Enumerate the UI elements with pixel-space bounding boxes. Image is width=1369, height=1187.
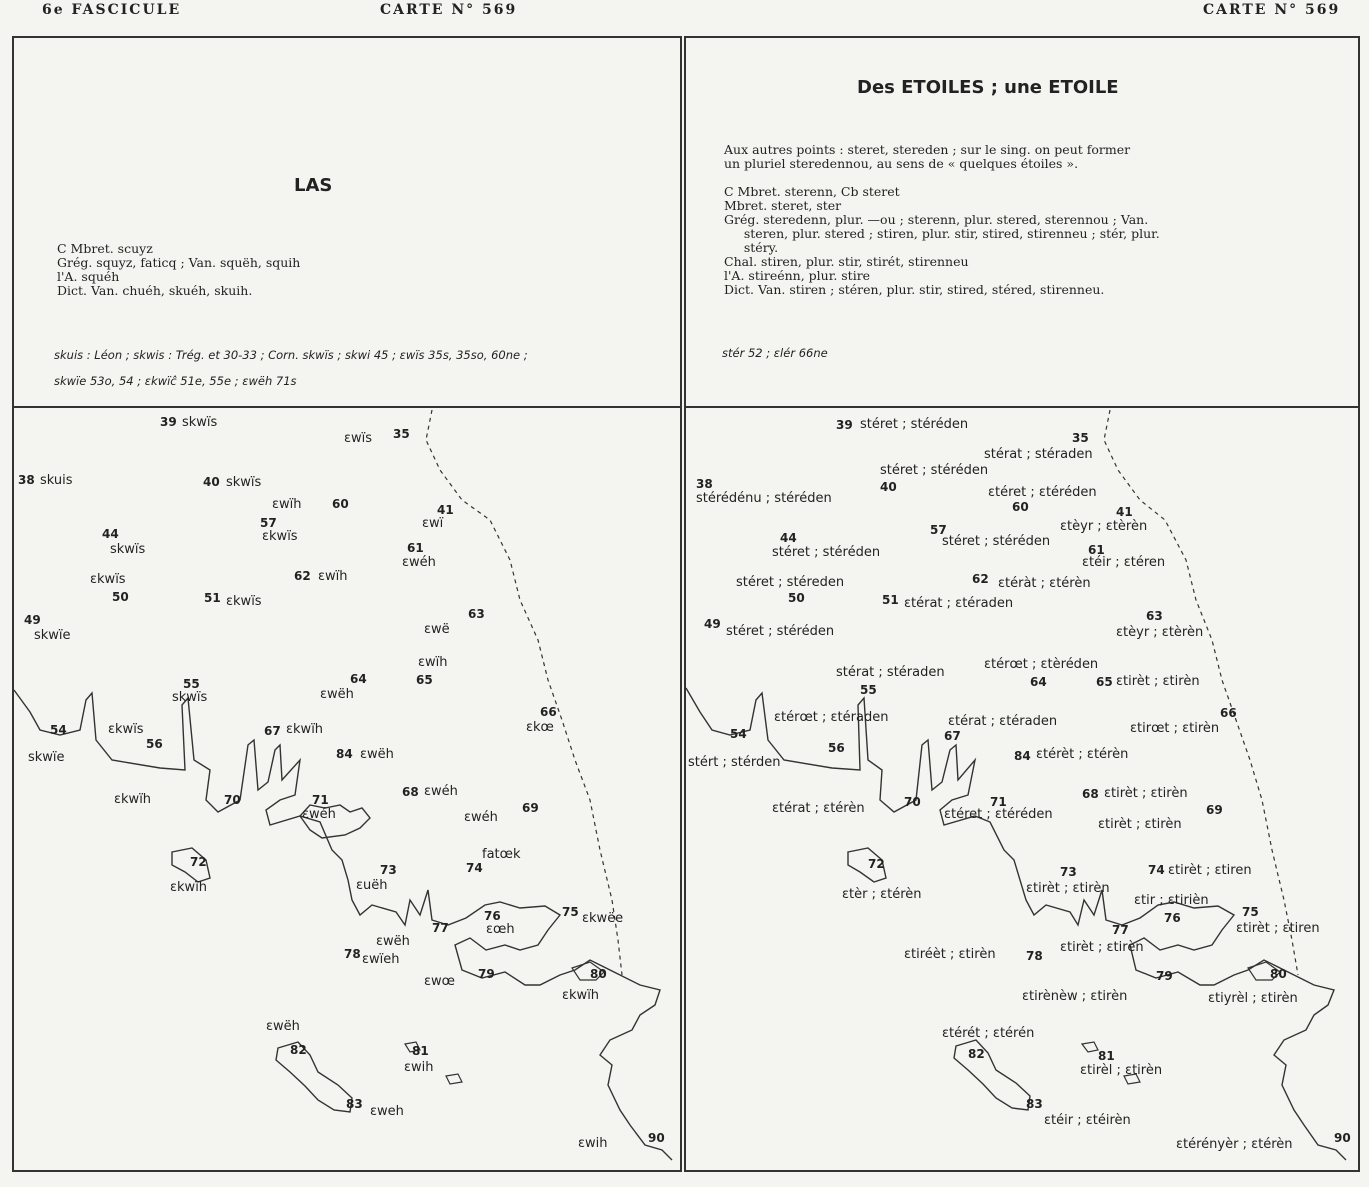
right-point-number-61: 61 [1088, 543, 1105, 557]
left-point-number-39: 39 [160, 415, 177, 429]
right-point-form-49: stéret ; stéréden [726, 624, 835, 639]
right-point-number-57: 57 [930, 523, 947, 537]
left-point-number-64: 64 [350, 672, 367, 686]
left-forms-line1: skuis : Léon ; skwis : Trég. et 30-33 ; Corn. skwïs ; skwi 45 ; ɛwïs 35s, 35so, 60ne ; [54, 348, 528, 362]
left-point-number-55: 55 [183, 677, 200, 691]
right-forms-line1: stér 52 ; ɛlér 66ne [722, 346, 828, 360]
right-point-number-39: 39 [836, 418, 853, 432]
left-point-form-62: ɛwïh [318, 569, 348, 584]
right-point-form-84: ɛtérèt ; ɛtérèn [1036, 747, 1129, 762]
right-point-form-41: ɛtèyr ; ɛtèrèn [1060, 519, 1148, 534]
left-point-form-84: ɛwëh [360, 747, 394, 762]
left-point-form-76: ɛœh [486, 922, 515, 937]
left-point-number-84: 84 [336, 747, 353, 761]
right-point-number-76: 76 [1164, 911, 1181, 925]
right-point-number-72: 72 [868, 857, 885, 871]
right-point-form-76: ɛtir ; ɛtirièn [1134, 893, 1209, 908]
left-point-number-44: 44 [102, 527, 119, 541]
left-point-number-80: 80 [590, 967, 607, 981]
left-map [14, 410, 672, 1160]
left-point-form-77: ɛwëh [376, 934, 410, 949]
right-point-form-57: stéret ; stéréden [942, 534, 1051, 549]
left-point-form-61: ɛwéh [402, 555, 436, 570]
left-point-form-72: ɛkwïh [170, 880, 208, 895]
right-point-form-80: ɛtiyrèl ; ɛtirèn [1208, 991, 1298, 1006]
left-point-number-77: 77 [432, 921, 449, 935]
left-point-form-71: ɛwéh [302, 807, 336, 822]
right-point-number-44: 44 [780, 531, 797, 545]
right-point-number-64: 64 [1030, 675, 1047, 689]
left-point-form-38: skuis [40, 473, 73, 488]
right-point-number-74: 74 [1148, 863, 1165, 877]
right-point-number-35: 35 [1072, 431, 1089, 445]
right-point-form-68: ɛtirèt ; ɛtirèn [1104, 786, 1188, 801]
right-point-number-78: 78 [1026, 949, 1043, 963]
right-point-number-70: 70 [904, 795, 921, 809]
right-point-number-63: 63 [1146, 609, 1163, 623]
right-point-number-55: 55 [860, 683, 877, 697]
left-point-form-41: ɛwï [422, 516, 444, 531]
right-point-form-67: ɛtérat ; ɛtéraden [948, 714, 1058, 729]
right-point-number-75: 75 [1242, 905, 1259, 919]
left-point-form-65: ɛwïh [418, 655, 448, 670]
left-point-number-78: 78 [344, 947, 361, 961]
left-point-number-70: 70 [224, 793, 241, 807]
right-point-form-77: ɛtirèt ; ɛtirèn [1060, 940, 1144, 955]
left-point-form-67: ɛkwïh [286, 722, 324, 737]
left-point-form-35: ɛwïs [344, 431, 373, 446]
left-point-number-81: 81 [412, 1044, 429, 1058]
right-point-number-65: 65 [1096, 675, 1113, 689]
right-point-form-69: ɛtirèt ; ɛtirèn [1098, 817, 1182, 832]
left-point-number-65: 65 [416, 673, 433, 687]
right-point-number-50: 50 [788, 591, 805, 605]
left-point-number-67: 67 [264, 724, 281, 738]
right-point-number-84: 84 [1014, 749, 1031, 763]
right-point-number-41: 41 [1116, 505, 1133, 519]
right-point-form-39: stéret ; stéréden [860, 417, 969, 432]
left-point-form-78: ɛwïeh [362, 952, 400, 967]
right-boundary-dashed [1104, 410, 1298, 975]
left-point-form-64: ɛwëh [320, 687, 354, 702]
right-point-form-50: stéret ; stéreden [736, 575, 845, 590]
left-point-form-83: ɛweh [370, 1104, 404, 1119]
left-point-form-39: skwïs [182, 415, 218, 430]
right-point-form-35: stérat ; stéraden [984, 447, 1093, 462]
left-boundary-dashed [426, 410, 622, 975]
left-point-number-76: 76 [484, 909, 501, 923]
left-point-number-56: 56 [146, 737, 163, 751]
right-point-number-56: 56 [828, 741, 845, 755]
right-point-form-60: ɛtéret ; ɛtéréden [988, 485, 1097, 500]
right-notes: Aux autres points : steret, stereden ; sur le sing. on peut former un pluriel steredennou, au sens de « quelques étoiles ». C Mbret. sterenn, Cb steret Mbret. steret, ster Grég. steredenn, plur. —ou ; sterenn, plur. stered, sterennou ; Van. steren, plur. stered ; stiren, plur. stir, stired, stirenneu ; stér, plur. stéry. Chal. stiren, plur. stir, stirét, stirenneu l'A. stireénn, plur. stire Dict. Van. stiren ; stéren, plur. stir, stired, stéred, stirenneu. [724, 142, 1160, 297]
left-point-number-60: 60 [332, 497, 349, 511]
right-point-number-49: 49 [704, 617, 721, 631]
left-point-form-54: skwïe [28, 750, 65, 765]
left-point-form-50: ɛkwïs [90, 572, 126, 587]
right-point-form-40: stéret ; stéréden [880, 463, 989, 478]
carte-number-right: CARTE N° 569 [1203, 2, 1341, 18]
right-point-form-44: stéret ; stéréden [772, 545, 881, 560]
left-point-number-41: 41 [437, 503, 454, 517]
fascicule-label: 6e FASCICULE [42, 2, 182, 18]
left-point-number-71: 71 [312, 793, 329, 807]
left-point-form-73: ɛuëh [356, 878, 388, 893]
point-labels [18, 415, 1351, 1152]
right-point-form-75: ɛtirèt ; ɛtiren [1236, 921, 1320, 936]
left-point-form-80: ɛkwïh [562, 988, 600, 1003]
right-point-number-80: 80 [1270, 967, 1287, 981]
left-point-number-57: 57 [260, 516, 277, 530]
left-point-number-69: 69 [522, 801, 539, 815]
left-point-form-63: ɛwë [424, 622, 450, 637]
right-point-number-90: 90 [1334, 1131, 1351, 1145]
right-point-form-64: ɛtérœt ; ɛtèréden [984, 657, 1099, 672]
right-point-number-40: 40 [880, 480, 897, 494]
right-point-number-71: 71 [990, 795, 1007, 809]
left-point-form-51: ɛkwïs [226, 594, 262, 609]
right-point-form-51: ɛtérat ; ɛtéraden [904, 596, 1014, 611]
right-point-form-71: ɛtéret ; ɛtéréden [944, 807, 1053, 822]
right-point-form-63: ɛtèyr ; ɛtèrèn [1116, 625, 1204, 640]
left-point-form-68: ɛwéh [424, 784, 458, 799]
right-point-number-82: 82 [968, 1047, 985, 1061]
right-point-form-74: ɛtirèt ; ɛtiren [1168, 863, 1252, 878]
right-map-title: Des ETOILES ; une ETOILE [857, 77, 1119, 98]
left-point-form-81: ɛwih [404, 1060, 434, 1075]
carte-number-left: CARTE N° 569 [380, 2, 518, 18]
left-point-form-55: skwïs [172, 690, 208, 705]
right-point-number-83: 83 [1026, 1097, 1043, 1111]
left-point-form-66: ɛkœ [526, 720, 554, 735]
left-island-82 [276, 1042, 352, 1112]
left-point-form-79: ɛwœ [424, 974, 455, 989]
right-point-form-78: ɛtiréèt ; ɛtirèn [904, 947, 996, 962]
left-map-title: LAS [294, 175, 333, 196]
left-point-form-56: ɛkwïs [108, 722, 144, 737]
left-point-form-60: ɛwïh [272, 497, 302, 512]
right-point-form-62: ɛtéràt ; ɛtérèn [998, 576, 1091, 591]
left-point-number-66: 66 [540, 705, 557, 719]
right-point-form-82: ɛtérét ; ɛtérén [942, 1026, 1035, 1041]
right-point-number-60: 60 [1012, 500, 1029, 514]
left-point-number-35: 35 [393, 427, 410, 441]
right-point-form-66: ɛtirœt ; ɛtirèn [1130, 721, 1220, 736]
left-point-number-38: 38 [18, 473, 35, 487]
right-point-form-73: ɛtirèt ; ɛtirèn [1026, 881, 1110, 896]
right-point-form-90: ɛtérényèr ; ɛtérèn [1176, 1137, 1293, 1152]
left-point-number-82: 82 [290, 1043, 307, 1057]
left-point-number-61: 61 [407, 541, 424, 555]
right-point-number-67: 67 [944, 729, 961, 743]
left-point-number-73: 73 [380, 863, 397, 877]
left-point-number-54: 54 [50, 723, 67, 737]
right-point-number-51: 51 [882, 593, 899, 607]
right-point-number-68: 68 [1082, 787, 1099, 801]
right-point-form-54: stért ; stérden [688, 755, 781, 770]
left-point-number-63: 63 [468, 607, 485, 621]
right-point-form-72: ɛtèr ; ɛtérèn [842, 887, 922, 902]
right-point-form-56: ɛtérœt ; ɛtéraden [774, 710, 889, 725]
right-point-number-62: 62 [972, 572, 989, 586]
right-map [686, 410, 1346, 1160]
left-point-number-75: 75 [562, 905, 579, 919]
left-point-number-51: 51 [204, 591, 221, 605]
left-point-form-49: skwïe [34, 628, 71, 643]
right-point-form-38: stérédénu ; stéréden [696, 491, 832, 506]
left-forms-line2: skwïe 53o, 54 ; ɛkwïĉ 51e, 55e ; ɛwëh 71s [54, 374, 297, 388]
right-point-number-77: 77 [1112, 923, 1129, 937]
right-point-number-69: 69 [1206, 803, 1223, 817]
left-point-number-50: 50 [112, 590, 129, 604]
left-point-form-70: ɛkwïh [114, 792, 152, 807]
right-point-number-81: 81 [1098, 1049, 1115, 1063]
right-point-form-55: stérat ; stéraden [836, 665, 945, 680]
left-point-number-83: 83 [346, 1097, 363, 1111]
left-point-number-72: 72 [190, 855, 207, 869]
right-point-number-73: 73 [1060, 865, 1077, 879]
left-point-form-69: ɛwéh [464, 810, 498, 825]
left-point-number-62: 62 [294, 569, 311, 583]
right-point-number-54: 54 [730, 727, 747, 741]
left-point-number-74: 74 [466, 861, 483, 875]
right-point-form-65: ɛtirèt ; ɛtirèn [1116, 674, 1200, 689]
left-point-number-49: 49 [24, 613, 41, 627]
right-island-82 [954, 1040, 1030, 1110]
left-point-form-75: ɛkwëe [582, 911, 624, 926]
left-point-form-90: ɛwih [578, 1136, 608, 1151]
left-notes: C Mbret. scuyz Grég. squyz, faticq ; Van. squëh, squih l'A. squéh Dict. Van. chuéh, skuéh, skuih. [57, 241, 301, 298]
right-point-form-61: ɛtéir ; ɛtéren [1082, 555, 1166, 570]
left-point-form-74: fatœk [482, 847, 521, 862]
left-point-number-40: 40 [203, 475, 220, 489]
right-point-number-66: 66 [1220, 706, 1237, 720]
right-point-form-83: ɛtéir ; ɛtéirèn [1044, 1113, 1131, 1128]
left-point-number-68: 68 [402, 785, 419, 799]
left-point-form-57: ɛkwïs [262, 529, 298, 544]
right-point-form-70: ɛtérat ; ɛtérèn [772, 801, 865, 816]
left-point-number-79: 79 [478, 967, 495, 981]
right-point-number-38: 38 [696, 477, 713, 491]
left-point-form-82: ɛwëh [266, 1019, 300, 1034]
right-point-number-79: 79 [1156, 969, 1173, 983]
left-point-form-40: skwïs [226, 475, 262, 490]
right-point-form-79: ɛtirènèw ; ɛtirèn [1022, 989, 1128, 1004]
left-point-number-90: 90 [648, 1131, 665, 1145]
right-point-form-81: ɛtirèl ; ɛtirèn [1080, 1063, 1163, 1078]
left-point-form-44: skwïs [110, 542, 146, 557]
